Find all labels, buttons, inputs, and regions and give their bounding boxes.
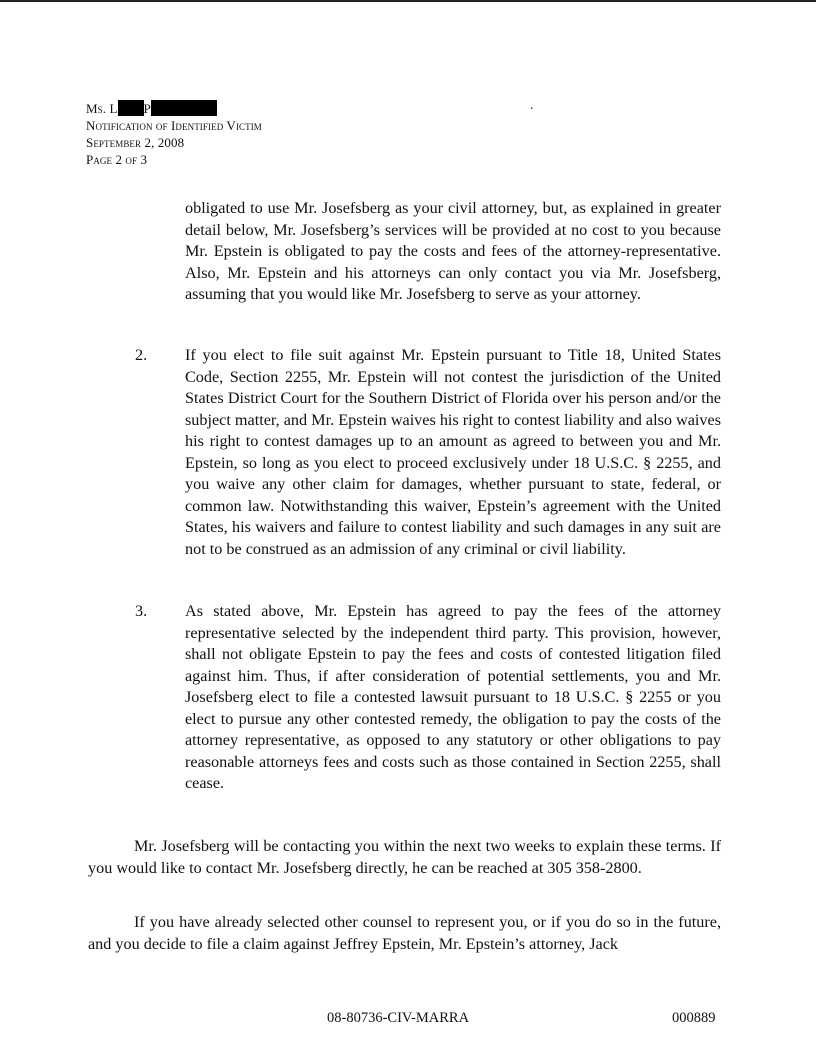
intro-paragraph: obligated to use Mr. Josefsberg as your civil attorney, but, as explained in greater detail below, Mr. Josefsberg’s services will be provided at no cost to you because Mr. Epstein is obligated to pay the costs and fees of the attorney-representative. Also, Mr. Epstein and his attorneys can only contact you via Mr. Josefsberg, assuming that you would like Mr. Josefsberg to serve as your attorney. [185, 199, 721, 303]
item-text: As stated above, Mr. Epstein has agreed to pay the fees of the attorney representative selected by the independent third party. This provision, however, shall not obligate Epstein to pay the fees and costs of contested litigation filed against him. Thus, if after consideration of potential settlements, you and Mr. Josefsberg elect to file a contested lawsuit pursuant to 18 U.S.C. § 2255 or you elect to pursue any other contested remedy, the obligation to pay the costs of the attorney representative, as opposed to any statutory or other obligations to pay reasonable attorneys fees and costs such as those contained in Section 2255, shall cease. [185, 602, 721, 792]
letter-subject: Notification of Identified Victim [86, 118, 262, 133]
redaction-block [151, 100, 217, 116]
item-number: 3. [135, 602, 148, 620]
stray-mark: . [530, 98, 534, 113]
contact-paragraph: Mr. Josefsberg will be contacting you within the next two weeks to explain these terms. If you would like to contact Mr. Josefsberg directly, he can be reached at 305 358-2800. [88, 837, 721, 877]
item-text: If you elect to file suit against Mr. Epstein pursuant to Title 18, United States Code, Section 2255, Mr. Epstein will not contest the jurisdiction of the United States District Court for the Southern District of Florida over his person and/or the subject matter, and Mr. Epstein waives his right to contest liability and also waives his right to contest damages up to an amount as agreed to between you and Mr. Epstein, so long as you elect to proceed exclusively under 18 U.S.C. § 2255, and you waive any other claim for damages, whether pursuant to state, federal, or common law. Notwithstanding this waiver, Epstein’s agreement with the United States, his waivers and failure to contest liability and such damages in any suit are not to be construed as an admission of any criminal or civil liability. [185, 346, 721, 558]
other-counsel-paragraph: If you have already selected other counsel to represent you, or if you do so in the future, and you decide to file a claim against Jeffrey Epstein, Mr. Epstein’s attorney, Jack [88, 913, 721, 953]
redaction-block [118, 100, 144, 116]
recipient-line [86, 100, 262, 117]
letter-date: September 2, 2008 [86, 135, 185, 150]
letter-header [86, 100, 262, 168]
page-indicator: Page 2 of 3 [86, 152, 148, 167]
case-number: 08-80736-CIV-MARRA [327, 1010, 470, 1026]
top-rule [0, 0, 816, 2]
recipient-name-mid: P [143, 101, 151, 116]
item-number: 2. [135, 346, 148, 364]
recipient-name-prefix: Ms. L [86, 101, 118, 116]
bates-number: 000889 [672, 1010, 716, 1026]
